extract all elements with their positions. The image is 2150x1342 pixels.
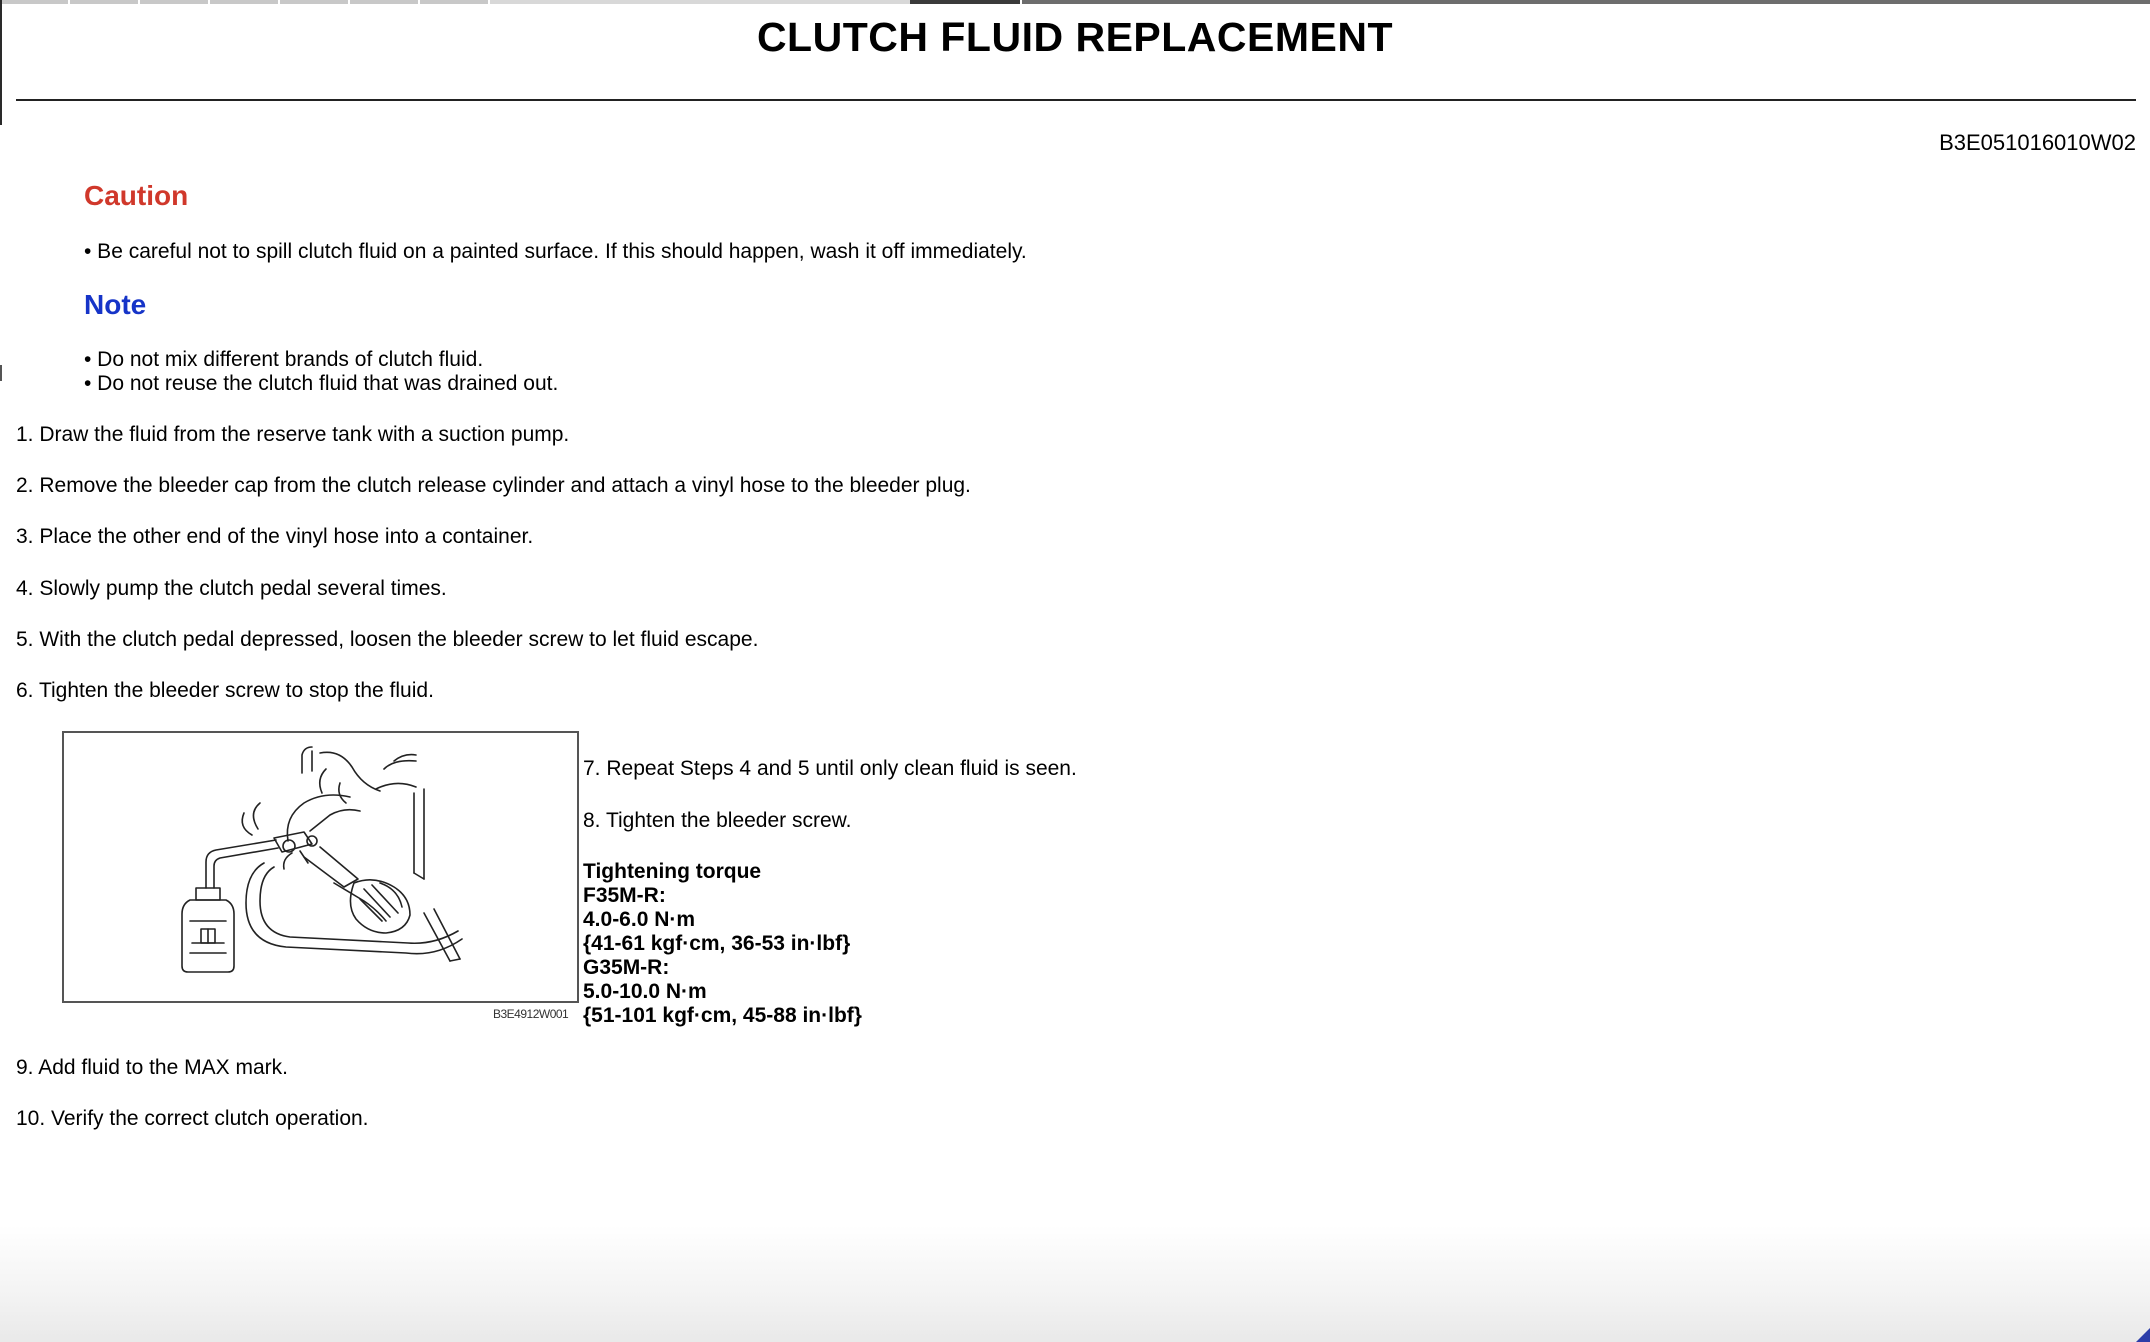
tab[interactable] xyxy=(140,0,210,4)
tab-active[interactable] xyxy=(910,0,1022,4)
step-6: 6. Tighten the bleeder screw to stop the fluid. xyxy=(16,679,434,702)
note-item: • Do not reuse the clutch fluid that was drained out. xyxy=(84,372,559,395)
torque-line: {51-101 kgf·cm, 45-88 in·lbf} xyxy=(583,1004,862,1027)
step-10: 10. Verify the correct clutch operation. xyxy=(16,1107,369,1130)
caution-item: • Be careful not to spill clutch fluid on a painted surface. If this should happen, wash it off immediately. xyxy=(84,240,1027,263)
page-title: CLUTCH FLUID REPLACEMENT xyxy=(756,14,1394,60)
tab-strip-rest xyxy=(1022,0,2150,4)
tab[interactable] xyxy=(420,0,490,4)
left-edge-marker xyxy=(0,365,2,381)
bleeding-illustration-drawing xyxy=(64,733,577,1001)
tab[interactable] xyxy=(70,0,140,4)
document-code: B3E051016010W02 xyxy=(1939,130,2136,155)
tab[interactable] xyxy=(280,0,350,4)
step-5: 5. With the clutch pedal depressed, loosen the bleeder screw to let fluid escape. xyxy=(16,628,759,651)
torque-line: 5.0-10.0 N·m xyxy=(583,980,707,1003)
step-2: 2. Remove the bleeder cap from the clutch release cylinder and attach a vinyl hose to the bleeder plug. xyxy=(16,474,971,497)
torque-heading: Tightening torque xyxy=(583,860,762,883)
bottom-shade xyxy=(0,1225,2150,1342)
torque-line: F35M-R: xyxy=(583,884,666,907)
note-heading: Note xyxy=(84,289,147,320)
tab-strip xyxy=(0,0,2150,4)
bleeding-illustration xyxy=(62,731,579,1003)
torque-line: 4.0-6.0 N·m xyxy=(583,908,696,931)
tab[interactable] xyxy=(350,0,420,4)
title-divider xyxy=(16,99,2136,101)
caution-heading: Caution xyxy=(84,180,189,211)
tab[interactable] xyxy=(0,0,70,4)
step-3: 3. Place the other end of the vinyl hose into a container. xyxy=(16,525,534,548)
step-9: 9. Add fluid to the MAX mark. xyxy=(16,1056,288,1079)
torque-line: G35M-R: xyxy=(583,956,670,979)
note-item: • Do not mix different brands of clutch fluid. xyxy=(84,348,484,371)
figure-code: B3E4912W001 xyxy=(493,1007,569,1021)
step-7: 7. Repeat Steps 4 and 5 until only clean fluid is seen. xyxy=(583,757,1077,780)
tightening-torque-spec xyxy=(583,860,862,1028)
step-1: 1. Draw the fluid from the reserve tank with a suction pump. xyxy=(16,423,570,446)
torque-line: {41-61 kgf·cm, 36-53 in·lbf} xyxy=(583,932,851,955)
step-4: 4. Slowly pump the clutch pedal several times. xyxy=(16,577,447,600)
tab[interactable] xyxy=(210,0,280,4)
step-8: 8. Tighten the bleeder screw. xyxy=(583,809,852,832)
